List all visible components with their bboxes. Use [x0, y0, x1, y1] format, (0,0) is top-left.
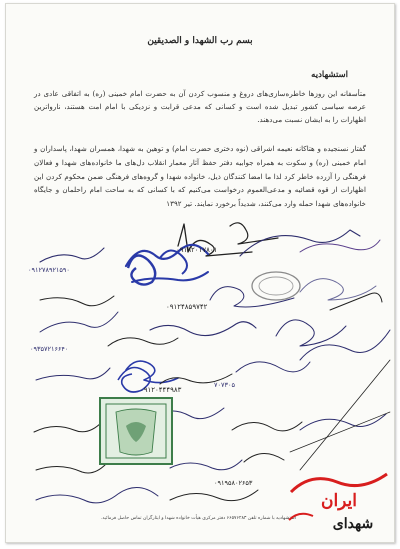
handwritten-phone: ۰۹۳۵۷۲۱۶۶۴۰ — [30, 345, 69, 353]
handwritten-phone: ۰۹۱۲۰۴۴۴۹۸۳ — [140, 386, 182, 394]
handwritten-phone: ۷۰۷۳۰۵ — [214, 381, 235, 389]
handwritten-phone: ۰۹۱۲۷۸۹۲۱۵۹۰ — [28, 266, 70, 274]
document-header: بسم رب الشهدا و الصدیقین — [147, 36, 253, 46]
handwritten-phone: ۰۹۱۹۲۰۱۷۸۰۱ — [176, 246, 218, 254]
paragraph-intro: متأسفانه این روزها خاطره‌سازی‌های دروغ و منسوب کردن آن به حضرت امام خمینی (ره) به اتفاقی عادی در عرصه سیاسی کشور تبدیل شده است و کسانی که مدعی قرابت و نزدیکی با امام امت هستند، ناروا‌ترین اظهارات را به ایشان نسبت می‌دهند. — [34, 89, 366, 124]
site-watermark-logo — [283, 466, 395, 536]
handwritten-phone: ۰۹۱۹۵۸۰۲۶۵۳ — [214, 479, 253, 487]
document-heading: استشهادیه — [311, 70, 348, 80]
paragraph-statement: گفتار نسنجیده و هتاکانه نعیمه اشراقی (نوه دختری حضرت امام) و توهین به شهدا، همسران شهدا، پاسداران و امام خمینی (ره) و سکوت به همراه جوابیه دفتر حفظ آثار معمار انقلاب دل‌های ما خانواده‌های شهدا و فعالان فرهنگی را آزرده خاطر کرد لذا ما امضا کنندگان ذیل، خانواده شهدا و گروه‌های فرهنگی ضمن محکوم کردن این اظهارات از قوه قضائیه و مدعی‌العموم درخواست می‌کنیم که با کسانی که به ساحت امام راحلمان و جایگاه خانواده‌های شهدا حمله وارد می‌کنند، شدیداً برخورد نمایند. تیر ۱۳۹۲ — [34, 144, 366, 209]
handwritten-phone: ۰۹۱۲۴۸۵۹۷۴۲ — [166, 303, 208, 311]
svg-text:ایران: ایران — [320, 491, 358, 511]
svg-text:شهدای: شهدای — [332, 516, 374, 532]
document-footer: استشهادیه با شماره تلفن ۶۶۵۷۶۲۸۳ دفتر مرکزی هیأت خانواده شهدا و ایثارگران تماس حاصل فرمائید. — [100, 516, 296, 521]
